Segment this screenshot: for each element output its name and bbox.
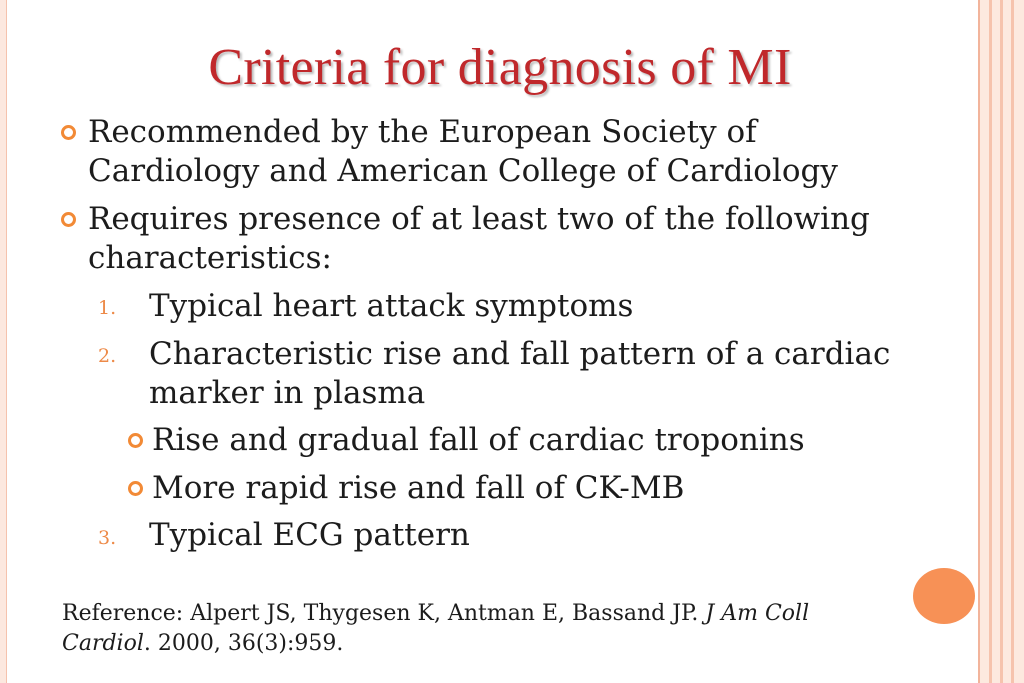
reference-line-1 [62, 600, 809, 628]
right-stripe [1000, 0, 1003, 683]
numbered-item-1: Typical heart attack symptoms [149, 288, 634, 324]
list-number-1: 1. [98, 297, 117, 319]
bullet-ring-icon [61, 125, 76, 140]
left-border-line [6, 0, 7, 683]
sub-bullet-ring-icon [128, 481, 143, 496]
reference-prefix: Reference: Alpert JS, Thygesen K, Antman E, Bassand JP. [62, 601, 706, 626]
bullet-2-line-2: characteristics: [88, 240, 333, 276]
numbered-item-2-line-2: marker in plasma [149, 375, 426, 411]
list-number-3: 3. [98, 527, 117, 549]
slide-title: Criteria for diagnosis of MI [208, 39, 792, 96]
bullet-ring-icon [61, 212, 76, 227]
right-stripe [1011, 0, 1014, 683]
numbered-item-2-line-1: Characteristic rise and fall pattern of a cardiac [149, 336, 891, 372]
reference-journal-b: Cardiol [62, 631, 144, 656]
sub-bullet-ring-icon [128, 433, 143, 448]
orange-circle-decoration [913, 568, 975, 624]
sub-bullet-2: More rapid rise and fall of CK-MB [152, 470, 685, 506]
reference-line-2 [62, 630, 343, 658]
bullet-1-line-2: Cardiology and American College of Cardiology [88, 153, 838, 189]
list-number-2: 2. [98, 345, 117, 367]
right-stripe [989, 0, 992, 683]
numbered-item-3: Typical ECG pattern [149, 517, 470, 553]
reference-journal-a: J Am Coll [705, 601, 810, 626]
sub-bullet-1: Rise and gradual fall of cardiac troponins [152, 422, 805, 458]
bullet-2-line-1: Requires presence of at least two of the following [88, 201, 870, 237]
bullet-1-line-1: Recommended by the European Society of [88, 114, 757, 150]
right-stripe [978, 0, 980, 683]
reference-suffix: . 2000, 36(3):959. [143, 631, 344, 656]
